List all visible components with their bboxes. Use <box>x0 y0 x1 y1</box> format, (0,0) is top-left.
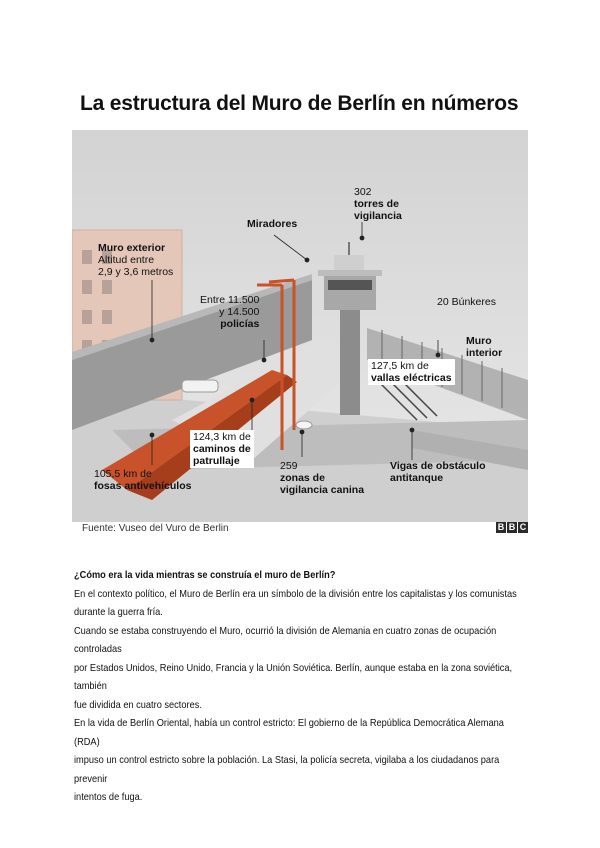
car <box>182 380 218 392</box>
dog-zones-line3: vigilancia canina <box>280 484 365 496</box>
towers-line1: torres de <box>354 198 399 210</box>
dog-zones-line2: zonas de <box>280 472 325 484</box>
outer-wall-line2: 2,9 y 3,6 metros <box>98 266 174 278</box>
roads-line2: caminos de <box>193 443 251 455</box>
bbc-logo-b2: B <box>508 522 516 532</box>
berlin-wall-infographic <box>72 130 528 522</box>
police-line2: y 14.500 <box>219 306 260 318</box>
para1-line1: En el contexto político, el Muro de Berlín era un símbolo de la división entre los capitalistas y los comunistas <box>74 587 517 600</box>
label-bunkers <box>437 296 496 308</box>
fences-line2: vallas eléctricas <box>371 372 452 384</box>
outer-wall-title: Muro exterior <box>98 242 166 254</box>
label-police <box>200 294 259 330</box>
label-anti-vehicle-trenches <box>94 468 191 492</box>
bbc-logo-c: C <box>519 522 527 532</box>
inner-wall-line1: Muro <box>466 335 492 347</box>
roads-line3: patrullaje <box>193 455 240 467</box>
label-outer-wall <box>98 242 173 278</box>
label-dog-zones <box>280 460 364 496</box>
bbc-logo-b1: B <box>497 522 505 532</box>
dog <box>296 421 312 429</box>
outer-wall-line1: Altitud entre <box>98 254 155 266</box>
para2-line2: por Estados Unidos, Reino Unido, Francia y la Unión Soviética. Berlín, aunque estaba en la zona soviética, también <box>74 661 513 692</box>
fences-line1: 127,5 km de <box>371 360 429 372</box>
trenches-line2: fosas antivehículos <box>94 480 192 492</box>
infographic-footer <box>82 523 528 534</box>
para3-line3: intentos de fuga. <box>74 791 143 803</box>
miradores-label: Miradores <box>247 218 298 230</box>
roads-line1: 124,3 km de <box>193 431 251 443</box>
label-patrol-roads <box>190 430 254 468</box>
label-anti-tank-beams <box>390 460 486 484</box>
police-line1: Entre 11.500 <box>200 294 260 306</box>
article-body <box>74 566 534 807</box>
towers-line2: vigilancia <box>354 210 402 222</box>
towers-number: 302 <box>354 186 372 198</box>
para2-line3: fue dividida en cuatro sectores. <box>74 698 202 711</box>
beams-line2: antitanque <box>390 472 444 484</box>
page-title: La estructura del Muro de Berlín en números <box>80 92 519 115</box>
trenches-line1: 105,5 km de <box>94 468 152 480</box>
para1-line2: durante la guerra fría. <box>74 606 163 618</box>
label-inner-wall <box>466 335 502 359</box>
source-caption: Fuente: Vuseo del Vuro de Berlin <box>82 523 229 534</box>
dog-zones-line1: 259 <box>280 460 298 472</box>
para2-line1: Cuando se estaba construyendo el Muro, ocurrió la división de Alemania en cuatro zonas de ocupación controladas <box>74 624 497 655</box>
label-watchtowers-lookouts <box>247 218 297 230</box>
label-electric-fences <box>368 359 455 385</box>
para3-line2: impuso un control estricto sobre la población. La Stasi, la policía secreta, vigilaba a los ciudadanos para prevenir <box>74 754 500 785</box>
bunkers-text: 20 Búnkeres <box>437 296 496 308</box>
label-watchtowers <box>354 186 402 222</box>
article-question: ¿Cómo era la vida mientras se construía el muro de Berlín? <box>74 569 336 581</box>
bbc-logo <box>496 522 528 533</box>
beams-line1: Vigas de obstáculo <box>390 460 486 472</box>
para3-line1: En la vida de Berlín Oriental, había un control estricto: El gobierno de la República Democrática Alemana (RDA) <box>74 717 504 748</box>
police-line3: policías <box>220 318 260 330</box>
inner-wall-line2: interior <box>466 347 503 359</box>
